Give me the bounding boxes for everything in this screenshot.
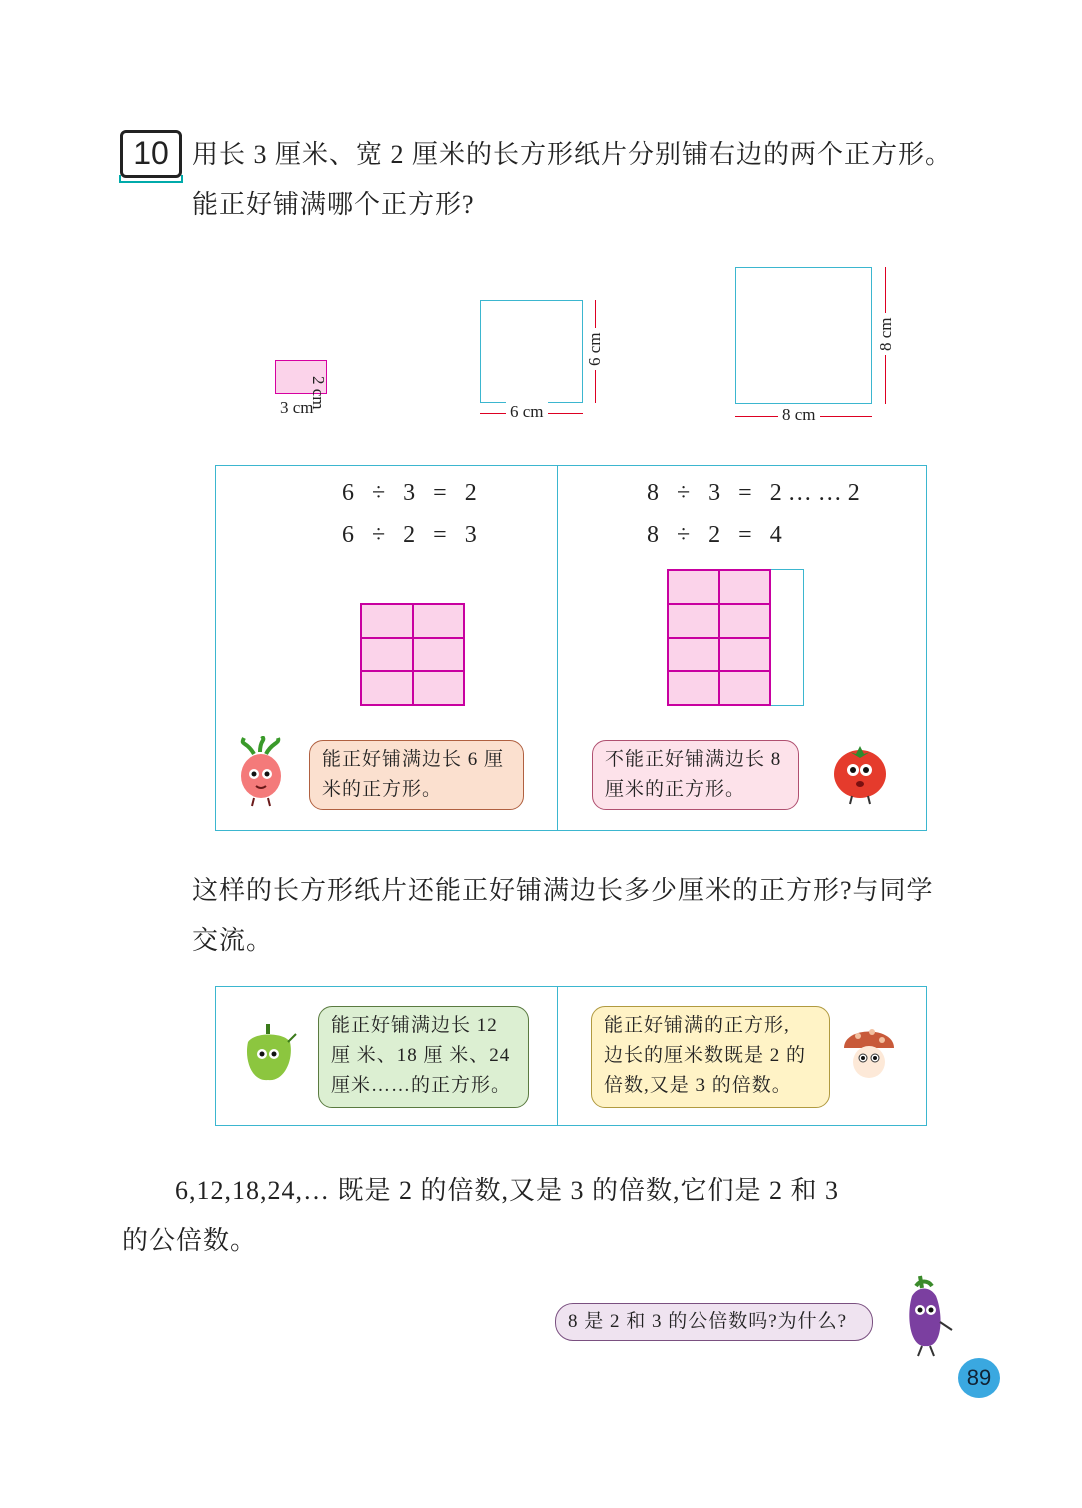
answer-left-line3: 厘米……的正方形。 [331,1075,512,1096]
answer-left-line1: 能正好铺满边长 12 [331,1015,498,1036]
tile [668,638,719,672]
square-6cm-height-label: 6 cm [585,328,605,370]
tile [413,604,465,638]
tile [668,570,719,604]
answer-left-line2: 厘 米、18 厘 米、24 [331,1045,511,1066]
pepper-character-icon [238,1020,300,1088]
left-equation-2: 6 ÷ 2 = 3 [342,522,483,548]
right-equation-1: 8 ÷ 3 = 2……2 [647,480,866,506]
tile [719,604,770,638]
answer-right-line1: 能正好铺满的正方形, [604,1015,790,1036]
tiling-6cm-grid [360,603,465,706]
square-6cm [480,300,583,403]
mushroom-character-icon [838,1020,900,1084]
tile [719,671,770,705]
conclusion-line2: 的公倍数。 [122,1226,258,1255]
final-question-bubble [555,1303,873,1341]
square-8cm [735,267,872,404]
answer-panel-divider [557,986,558,1126]
answer-left-bubble [318,1006,529,1108]
answer-right-line3: 倍数,又是 3 的倍数。 [604,1075,792,1096]
answer-right-bubble [591,1006,830,1108]
panel-divider [557,465,558,831]
right-bubble-line1: 不能正好铺满边长 8 [605,749,782,770]
tile [361,638,413,672]
problem-number-badge: 10 [120,130,182,178]
left-speech-bubble [309,740,524,810]
tile [361,671,413,705]
problem-text-line2: 能正好铺满哪个正方形? [192,190,475,219]
question-line1: 这样的长方形纸片还能正好铺满边长多少厘米的正方形?与同学 [192,876,934,905]
tile [719,570,770,604]
tile [361,604,413,638]
square-6cm-width-label: 6 cm [506,402,548,422]
right-equation-2: 8 ÷ 2 = 4 [647,522,788,548]
tile [413,671,465,705]
eggplant-character-icon [890,1272,962,1358]
tile [668,604,719,638]
square-8cm-height-label: 8 cm [876,313,896,355]
tile [413,638,465,672]
tile [668,671,719,705]
conclusion-line1: 6,12,18,24,… 既是 2 的倍数,又是 3 的倍数,它们是 2 和 3 [175,1176,840,1205]
left-bubble-line2: 米的正方形。 [322,779,443,800]
square-8cm-width-label: 8 cm [778,405,820,425]
question-line2: 交流。 [192,926,274,955]
left-equation-1: 6 ÷ 3 = 2 [342,480,483,506]
rect-width-label: 3 cm [280,398,314,417]
rect-height-label: 2 cm [309,376,328,410]
page-number: 89 [958,1358,1000,1398]
tiling-8cm-grid [667,569,771,706]
final-question-text: 8 是 2 和 3 的公倍数吗?为什么? [568,1311,848,1332]
tile [719,638,770,672]
right-speech-bubble [592,740,799,810]
right-bubble-line2: 厘米的正方形。 [605,779,746,800]
radish-character-icon [232,736,290,808]
problem-text-line1: 用长 3 厘米、宽 2 厘米的长方形纸片分别铺右边的两个正方形。 [192,140,953,169]
answer-right-line2: 边长的厘米数既是 2 的 [604,1045,807,1066]
tomato-character-icon [826,740,894,806]
left-bubble-line1: 能正好铺满边长 6 厘 [322,749,505,770]
